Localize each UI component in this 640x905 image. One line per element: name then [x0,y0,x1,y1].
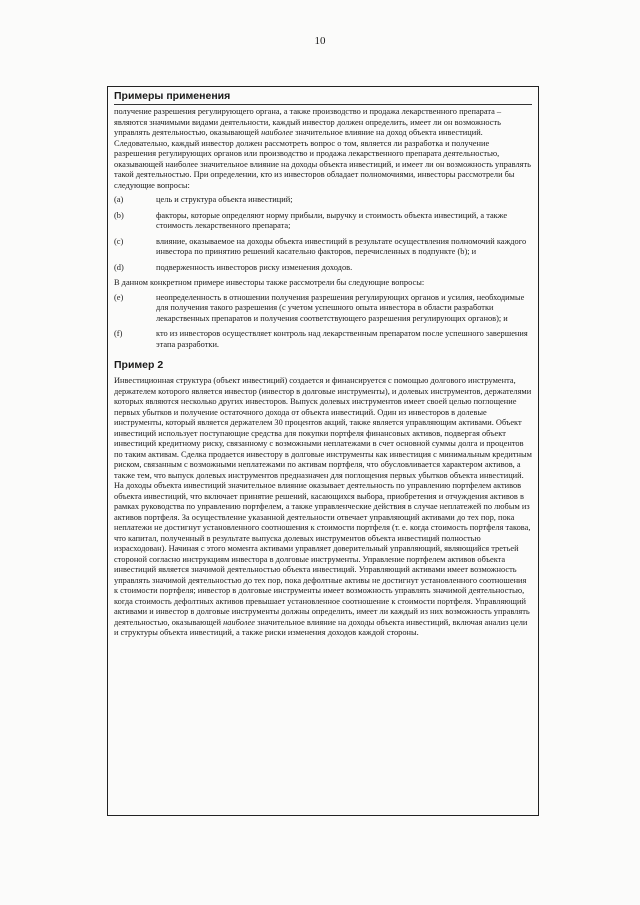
list-item [114,293,532,325]
example-2-emphasis: наиболее [223,617,255,627]
examples-box [107,86,539,816]
list-item-text: кто из инвесторов осуществляет контроль над лекарственным препаратом после успешного завершения этапа разработки. [156,329,528,349]
page-number: 10 [314,35,326,47]
list-item-label: (f) [114,329,123,338]
example-2-heading: Пример 2 [114,359,164,371]
list-item-label: (c) [114,236,124,246]
intro-emphasis: наиболее [261,128,293,137]
intro-text-2: значительное влияние на доход объекта инвестиций. Следовательно, каждый инвестор должен рассмотреть вопрос о том, является ли разработка и получение разрешения регулирующих органов или производство и продажа лекарственного препарата деятельностью, оказывающей наиболее значительное влияние на доходы объекта инвестиций, и имеет ли он возможность управлять такой деятельностью. При определении, кто из инвесторов обладает полномочиями, инвесторы рассмотрели бы следующие вопросы: [114,128,531,190]
example-2-text-1: Инвестиционная структура (объект инвестиций) создается и финансируется с помощью долгового инструмента, держателем которого является инвестор (инвестор в долговые инструменты), и долевых инструментов, держателями которых являются несколько других инвесторов. Выпуск долевых инструментов имеет своей целью поглощение первых убытков и получение остаточного дохода от объекта инвестиций. Один из инвесторов в долевые инструменты, который является держателем 30 процентов акций, также является управляющим активами. Объект инвестиций использует поступающие средства для покупки портфеля финансовых активов, подвергая объект инвестиций кредитному риску, связанному с возможными неплатежами в счет основной суммы долга и процентов по таким активам. Сделка продается инвестору в долговые инструменты как инвестиция с минимальным кредитным риском, связанным с возможными неплатежами по активам портфеля, что обусловливается характером активов, а также тем, что выпуск долевых инструментов предназначен для поглощения первых убытков объекта инвестиций. На доходы объекта инвестиций значительное влияние оказывает деятельность по управлению портфелем активов объекта инвестиций, что включает принятие решений, касающихся выбора, приобретения и отчуждения активов в рамках руководства по управлению портфелем, а также управленческие действия в случае неплатежей по любым из активов портфеля. За осуществление указанной деятельности отвечает управляющий активами до тех пор, пока неплатежи не достигнут установленного соотношения к стоимости портфеля (т. е. когда стоимость портфеля такова, что капитал, полученный в результате выпуска долевых инструментов объекта инвестиций полностью израсходован). Начиная с этого момента активами управляет доверительный управляющий, являющийся третьей стороной согласно инструкциям инвестора в долговые инструменты. Управление портфелем активов объекта инвестиций является значимой деятельностью объекта инвестиций. Управляющий активами имеет возможность управлять значимой деятельностью до тех пор, пока дефолтные активы не достигнут установленного соотношения к стоимости портфеля; инвестор в долговые инструменты имеет возможность управлять значимой деятельностью, когда стоимость дефолтных активов превышает установленное соотношение к стоимости портфеля. Управляющий активами и инвестор в долговые инструменты должны определить, имеет ли каждый из них возможность управлять деятельностью, оказывающей [114,376,532,627]
list-item-label: (d) [114,262,124,272]
list-item-text: влияние, оказываемое на доходы объекта инвестиций в результате осуществления полномочий каждого инвестора по принятию решений касательно факторов, перечисленных в подпункте (b); и [156,236,527,256]
list-item [114,211,532,232]
mid-paragraph: В данном конкретном примере инвесторы также рассмотрели бы следующие вопросы: [114,278,425,287]
list-item [114,263,532,274]
list-item-label: (a) [114,195,124,204]
list-item [114,237,532,258]
list-item-label: (b) [114,210,124,220]
list-item-text: цель и структура объекта инвестиций; [156,195,293,204]
criteria-list-a [114,195,532,273]
intro-paragraph [114,107,532,191]
section-heading: Примеры применения [114,90,532,105]
example-2-text-2: значительное влияние на доходы объекта инвестиций, включая анализ цели и структуры объекта инвестиций, а также риски изменения доходов каждой стороны. [114,617,528,637]
list-item-text: факторы, которые определяют норму прибыли, выручку и стоимость объекта инвестиций, а также стоимость лекарственного препарата; [156,210,508,230]
intro-text-1: получение разрешения регулирующего органа, а также производство и продажа лекарственного препарата – являются значимыми видами деятельности, каждый инвестор должен определить, имеет ли он возможность управлять деятельностью, оказывающей [114,107,502,137]
list-item-text: неопределенность в отношении получения разрешения регулирующих органов и усилия, необходимые для получения такого разрешения (с учетом успешного опыта инвестора в области разработки лекарственных препаратов и получения соответствующего разрешения регулирующих органов); и [156,292,525,323]
list-item-text: подверженность инвесторов риску изменения доходов. [156,262,353,272]
list-item-label: (e) [114,292,124,302]
example-2-body [114,376,532,639]
list-item [114,195,532,206]
list-item [114,329,532,350]
criteria-list-e [114,293,532,351]
